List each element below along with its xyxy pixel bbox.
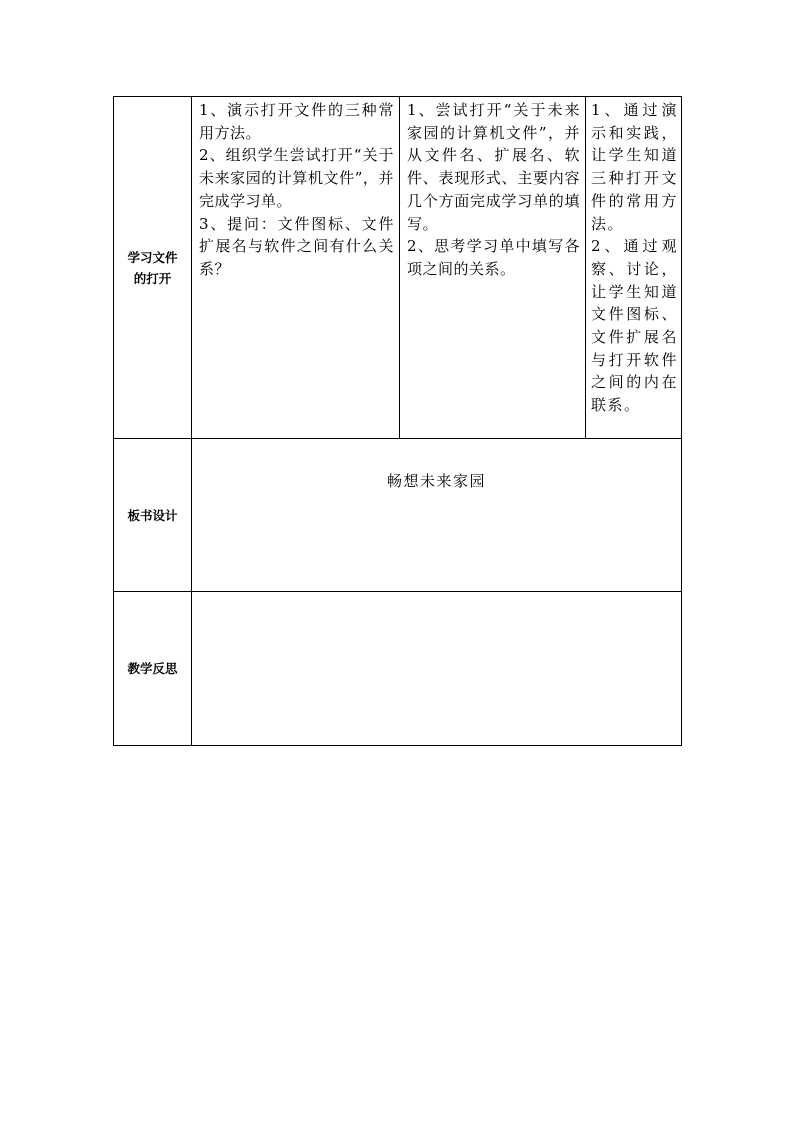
student-activity-item: 2、思考学习单中填写各项之间的关系。 — [407, 237, 580, 278]
design-intent-cell — [586, 97, 682, 439]
row-label-line: 学习文件 — [127, 249, 178, 265]
board-design-label: 板书设计 — [114, 439, 192, 592]
student-activity-cell — [400, 97, 586, 439]
design-intent-item: 1、通过演示和实践，让学生知道三种打开文件的常用方法。 — [591, 101, 678, 233]
row-label-line: 的打开 — [133, 270, 172, 286]
row-label-open-files — [114, 97, 192, 439]
board-design-cell — [192, 439, 682, 592]
teacher-activity-item: 1、演示打开文件的三种常用方法。 — [199, 101, 394, 142]
teacher-activity-item: 2、组织学生尝试打开“关于未来家园的计算机文件”，并完成学习单。 — [199, 146, 394, 210]
design-intent-item: 2、通过观察、讨论，让学生知道文件图标、文件扩展名与打开软件之间的内在联系。 — [591, 237, 678, 415]
table-row-board-design — [114, 439, 682, 592]
board-design-title: 畅想未来家园 — [386, 472, 486, 490]
teacher-activity-item: 3、提问：文件图标、文件扩展名与软件之间有什么关系？ — [199, 214, 394, 278]
reflection-cell — [192, 592, 682, 746]
student-activity-item: 1、尝试打开“关于未来家园的计算机文件”，并从文件名、扩展名、软件、表现形式、主要内容几个方面完成学习单的填写。 — [407, 101, 580, 233]
reflection-label: 教学反思 — [114, 592, 192, 746]
teacher-activity-cell — [192, 97, 400, 439]
table-row-reflection — [114, 592, 682, 746]
table-row-open-files — [114, 97, 682, 439]
lesson-plan-table — [113, 96, 682, 746]
